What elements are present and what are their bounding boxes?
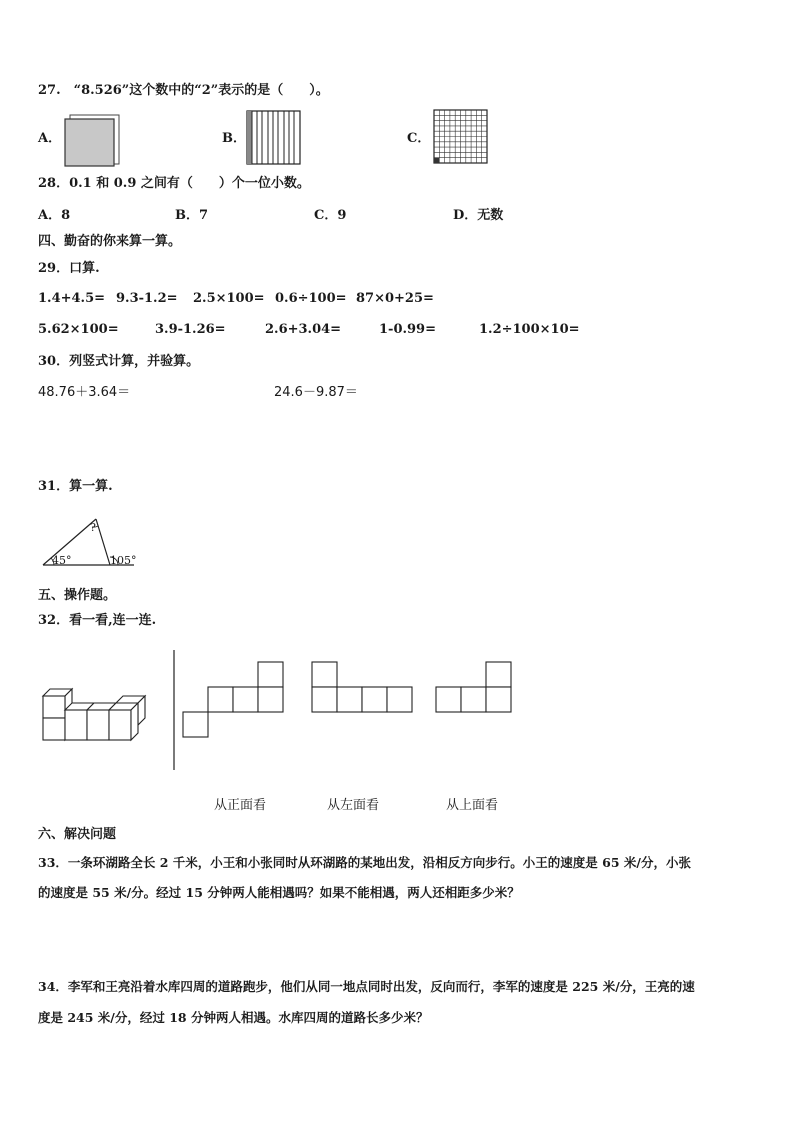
view-shape-1 — [183, 660, 285, 740]
q27-stem: 27. “8.526”这个数中的“2”表示的是（ ）。 — [38, 83, 329, 98]
q29-row1-item: 0.6÷100= — [275, 291, 347, 306]
view-shape-3 — [436, 660, 514, 716]
q29-row1-item: 87×0+25= — [356, 291, 434, 306]
q28-stem: 28．0.1 和 0.9 之间有（ ）个一位小数。 — [38, 176, 310, 191]
q33-line-2: 的速度是 55 米/分。经过 15 分钟两人能相遇吗？如果不能相遇，两人还相距多少米？ — [38, 885, 520, 900]
q34-line-1: 34．李军和王亮沿着水库四周的道路跑步，他们从同一地点同时出发，反向而行，李军的速度是 225 米/分，王亮的速 — [38, 979, 695, 994]
section-6-heading: 六、解决问题 — [38, 827, 117, 842]
option-b-columns-figure — [246, 110, 302, 166]
option-c-grid-figure — [433, 109, 489, 165]
view-label-left: 从左面看 — [327, 798, 380, 813]
q29-row2-item: 1.2÷100×10= — [479, 322, 580, 337]
angle-105-label: 105° — [110, 554, 137, 567]
view-label-top: 从上面看 — [446, 798, 499, 813]
angle-45-label: 45° — [52, 554, 72, 567]
section-5-heading: 五、操作题。 — [38, 588, 117, 603]
q33-line-1: 33．一条环湖路全长 2 千米，小王和小张同时从环湖路的某地出发，沿相反方向步行。小王的速度是 65 米/分，小张 — [38, 855, 691, 870]
q29-row2-item: 3.9-1.26= — [155, 322, 226, 337]
q29-row1-item: 1.4+4.5= — [38, 291, 106, 306]
q30-title: 30．列竖式计算，并验算。 — [38, 354, 200, 369]
q29-row1-item: 9.3-1.2= — [116, 291, 178, 306]
q30-expr-2: 24.6－9.87＝ — [274, 385, 358, 400]
divider-line — [172, 650, 176, 772]
unknown-angle-label: ? — [90, 521, 96, 534]
q29-title: 29．口算. — [38, 261, 100, 276]
q29-row1-item: 2.5×100= — [193, 291, 265, 306]
q28-option-a: A．8 — [38, 208, 71, 223]
q28-option-c: C．9 — [314, 208, 347, 223]
cube-stack-figure — [40, 686, 160, 740]
q29-row2-item: 2.6+3.04= — [265, 322, 342, 337]
q28-option-b: B．7 — [175, 208, 209, 223]
q27-option-c-label: C． — [407, 131, 431, 146]
q29-row2-item: 1-0.99= — [379, 322, 436, 337]
view-label-front: 从正面看 — [214, 798, 267, 813]
q32-title: 32．看一看,连一连. — [38, 613, 157, 628]
section-4-heading: 四、勤奋的你来算一算。 — [38, 234, 182, 249]
q29-row2-item: 5.62×100= — [38, 322, 119, 337]
option-a-square-figure — [64, 113, 122, 167]
q27-option-a-label: A． — [38, 131, 62, 146]
q31-title: 31．算一算. — [38, 479, 113, 494]
q30-expr-1: 48.76＋3.64＝ — [38, 385, 131, 400]
q28-option-d: D．无数 — [453, 208, 504, 223]
view-shape-2 — [312, 660, 414, 716]
q27-option-b-label: B． — [222, 131, 246, 146]
q34-line-2: 度是 245 米/分，经过 18 分钟两人相遇。水库四周的道路长多少米？ — [38, 1010, 429, 1025]
